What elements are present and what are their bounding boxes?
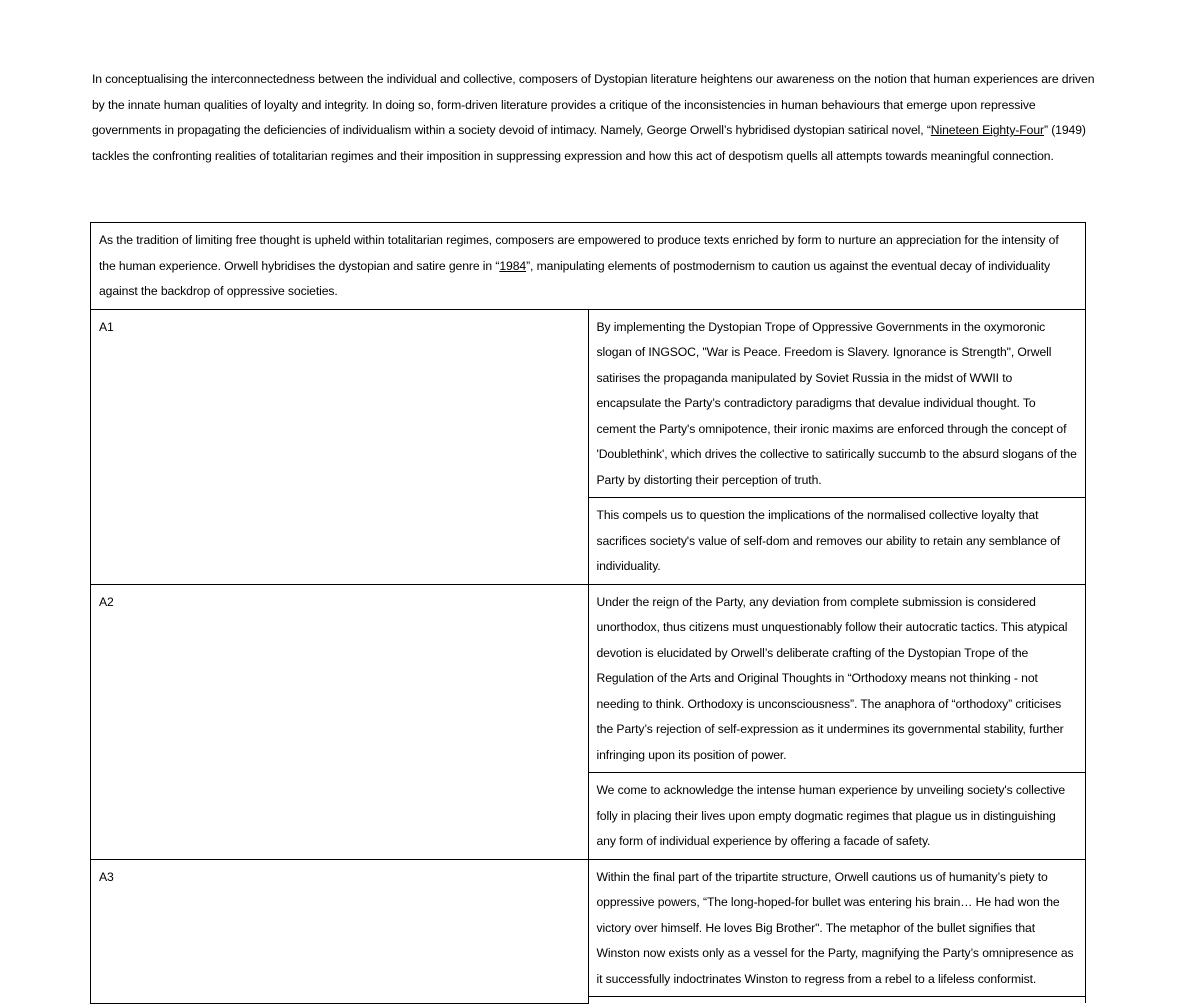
intro-text-part2: ” (1949) tackles the confronting realities of totalitarian regimes and their imposition in suppressing expression and how this act of despotism quells all attempts towards meaningful connection.: [92, 123, 1086, 163]
link-cell-a2: We come to acknowledge the intense human experience by unveiling society's collective folly in placing their lives upon empty dogmatic regimes that plague us in distinguishing any form of individual experience by offering a facade of safety.: [588, 773, 1086, 860]
table-row: [91, 309, 1086, 498]
header-text-part1: As the tradition of limiting free thought is upheld within totalitarian regimes, composers are empowered to produce texts enriched by form to nurture an appreciation for the intensity of the human experience. Orwell hybridises the dystopian and satire genre in “: [99, 233, 1059, 273]
row-label-a2: A2: [91, 584, 589, 859]
link-cell-a1: This compels us to question the implications of the normalised collective loyalty that sacrifices society's value of self-dom and removes our ability to retain any semblance of individuality.: [588, 498, 1086, 585]
row-label-a3: A3: [91, 859, 589, 1003]
analysis-table: [90, 222, 1086, 1004]
table-row: [91, 859, 1086, 997]
intro-text-part1: In conceptualising the interconnectedness between the individual and collective, composers of Dystopian literature heightens our awareness on the notion that human experiences are driven by the innate human qualities of loyalty and integrity. In doing so, form-driven literature provides a critique of the inconsistencies in human behaviours that emerge upon repressive governments in propagating the deficiencies of individualism within a society devoid of intimacy. Namely, George Orwell’s hybridised dystopian satirical novel, “: [92, 72, 1095, 137]
intro-novel-title: Nineteen Eighty-Four: [930, 123, 1044, 137]
intro-paragraph: [92, 67, 1107, 169]
analysis-cell-a3: Within the final part of the tripartite structure, Orwell cautions us of humanity’s piety to oppressive powers, “The long-hoped-for bullet was entering his brain… He had won the victory over himself. He loves Big Brother". The metaphor of the bullet signifies that Winston now exists only as a vessel for the Party, magnifying the Party’s omnipresence as it successfully indoctrinates Winston to regress from a rebel to a lifeless conformist.: [588, 859, 1086, 997]
header-text-part2: ”, manipulating elements of postmodernism to caution us against the eventual decay of individuality against the backdrop of oppressive societies.: [99, 258, 1051, 298]
table-header-cell: [91, 223, 1086, 310]
analysis-cell-a2: Under the reign of the Party, any deviation from complete submission is considered unorthodox, thus citizens must unquestionably follow their autocratic tactics. This atypical devotion is elucidated by Orwell’s deliberate crafting of the Dystopian Trope of the Regulation of the Arts and Original Thoughts in “Orthodoxy means not thinking - not needing to think. Orthodoxy is unconsciousness”. The anaphora of “orthodoxy” criticises the Party’s rejection of self-expression as it undermines its governmental stability, further infringing upon its position of power.: [588, 584, 1086, 773]
table-header-row: [91, 223, 1086, 310]
analysis-cell-a1: By implementing the Dystopian Trope of Oppressive Governments in the oxymoronic slogan of INGSOC, "War is Peace. Freedom is Slavery. Ignorance is Strength", Orwell satirises the propaganda manipulated by Soviet Russia in the midst of WWII to encapsulate the Party’s contradictory paradigms that devalue individual thought. To cement the Party's omnipotence, their ironic maxims are enforced through the concept of 'Doublethink', which drives the collective to satirically succumb to the absurd slogans of the Party by distorting their perception of truth.: [588, 309, 1086, 498]
row-label-a1: A1: [91, 309, 589, 584]
table-row: [91, 584, 1086, 773]
continued-cell: [588, 997, 1086, 1004]
header-novel-title: 1984: [499, 258, 527, 273]
